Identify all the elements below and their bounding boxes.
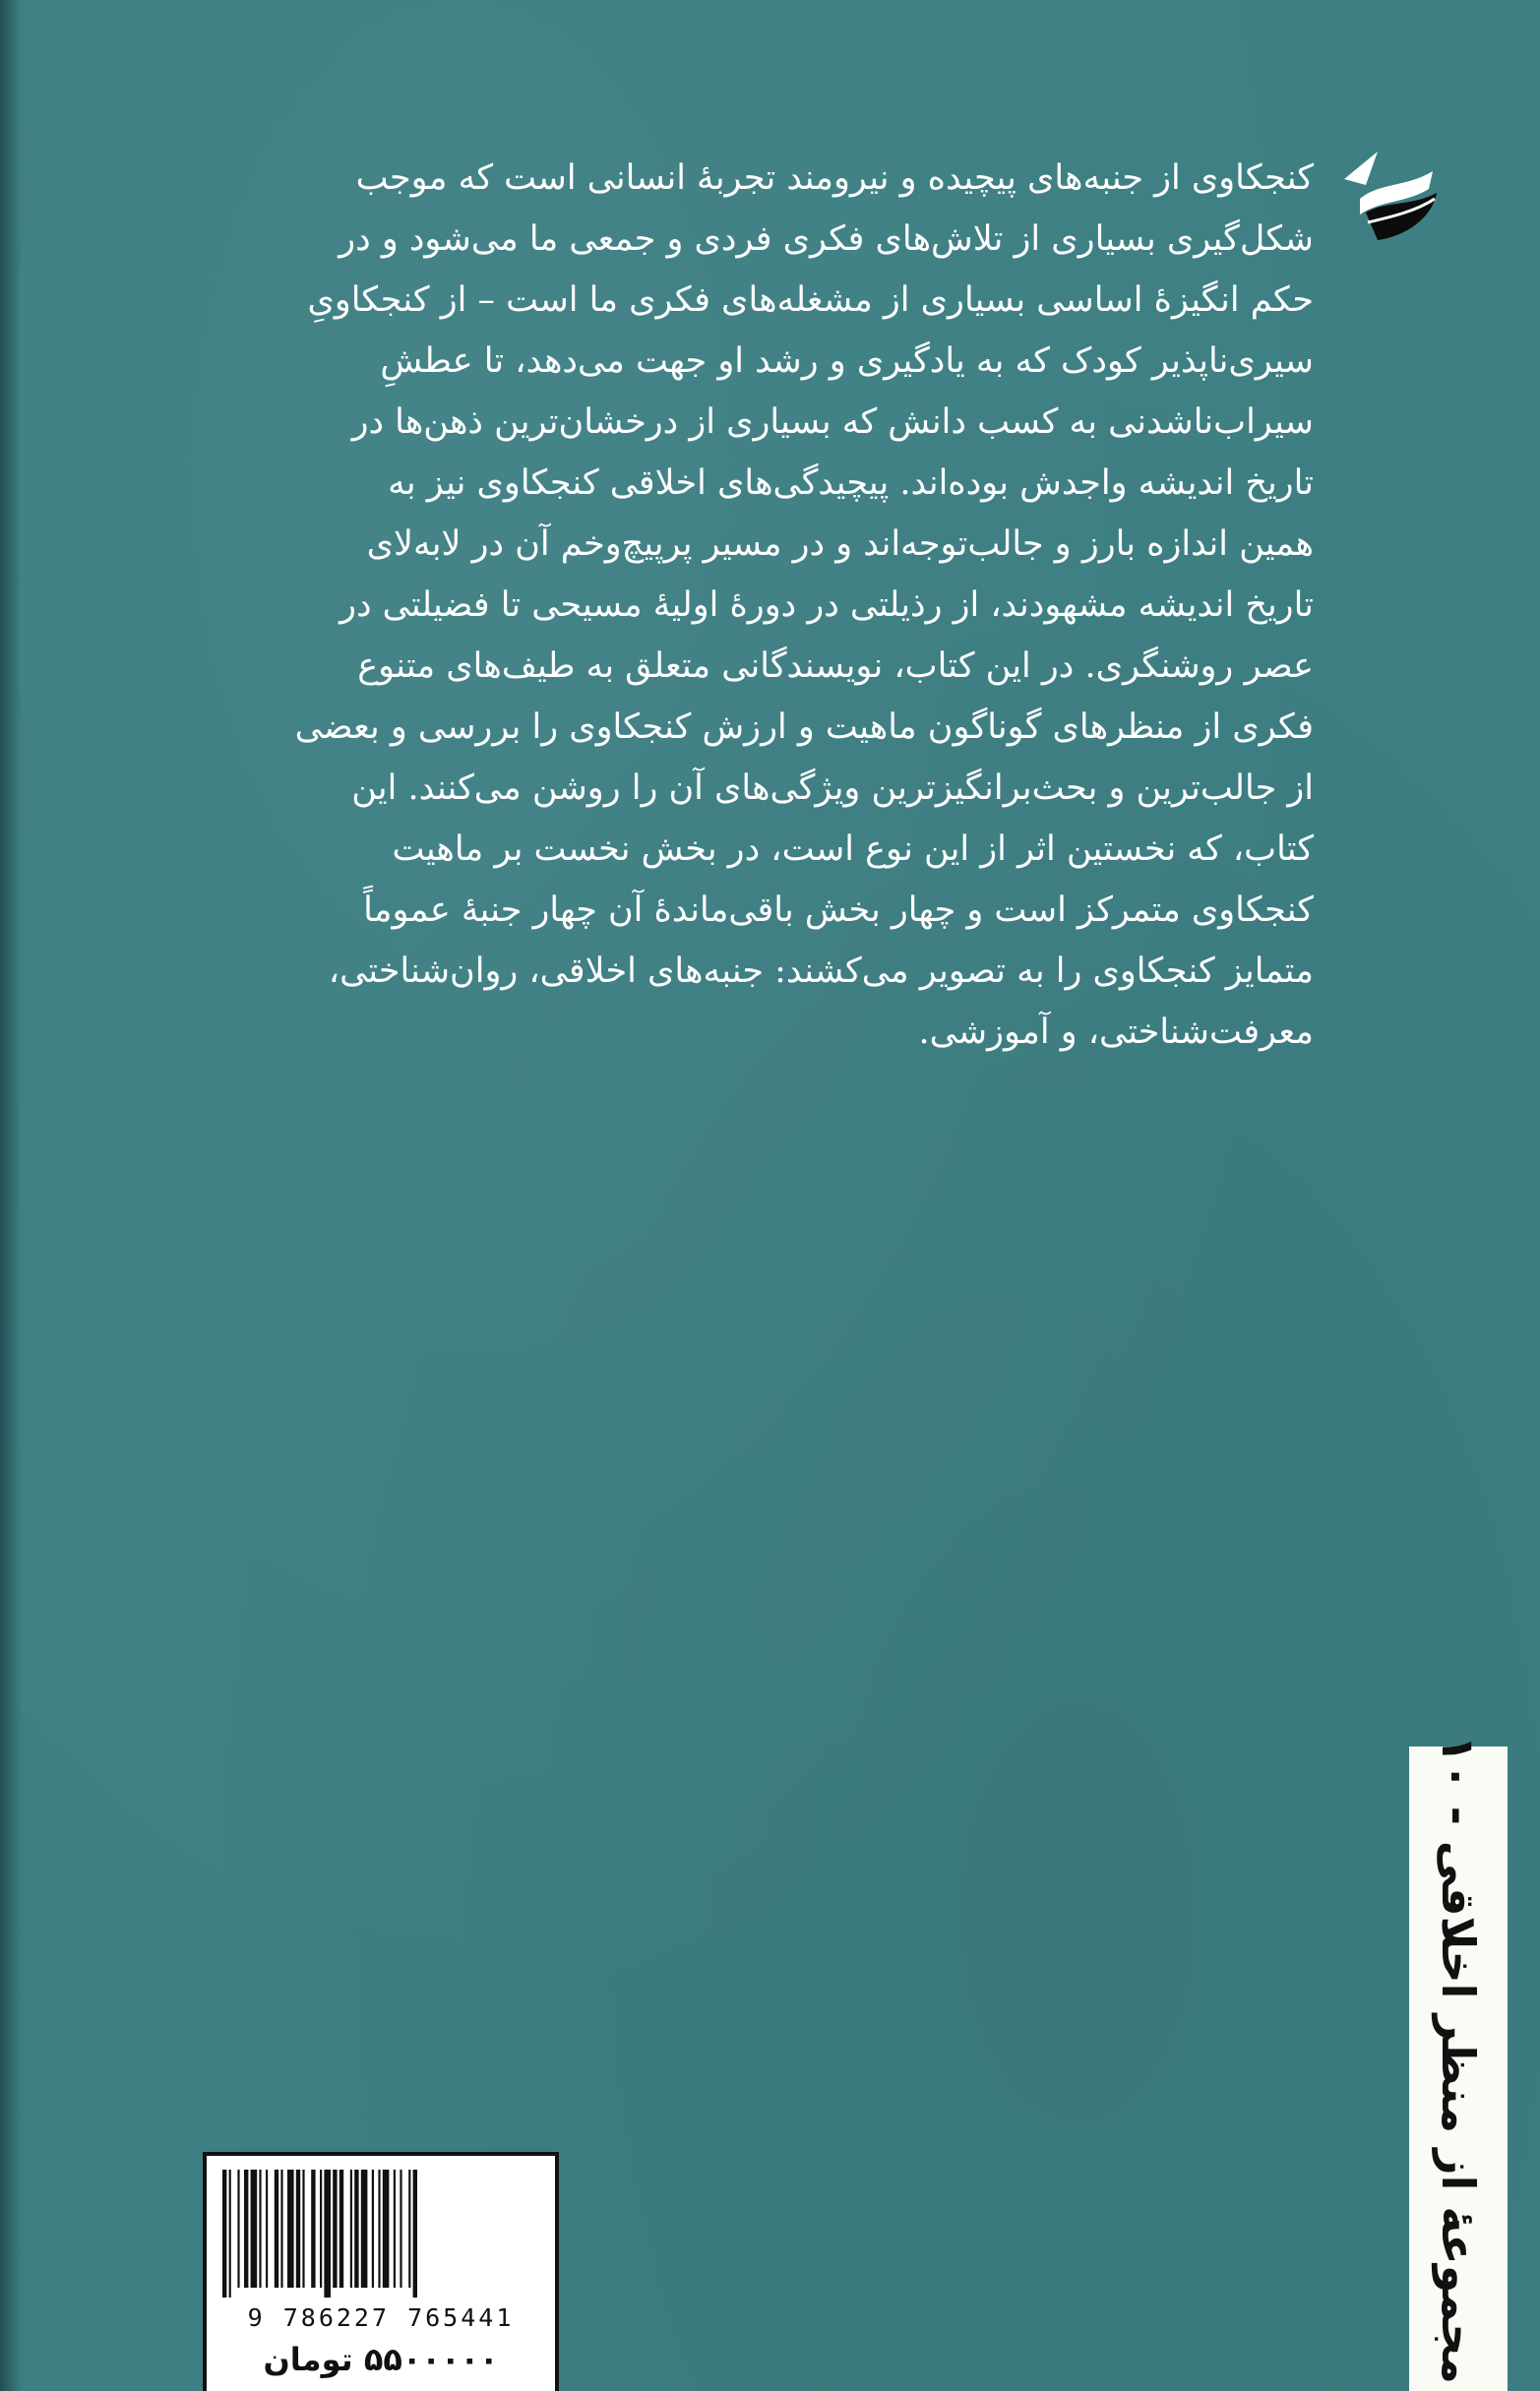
description-line: سیراب‌ناشدنی به کسب دانش که بسیاری از درخشان‌ترین ذهن‌ها در [351, 402, 1314, 442]
barcode-box [203, 2152, 559, 2391]
description-line: شکل‌گیری بسیاری از تلاش‌های فکری فردی و جمعی ما می‌شود و در [339, 219, 1314, 259]
description-line: کنجکاوی متمرکز است و چهار بخش باقی‌ماندهٔ آن چهار جنبهٔ عموماً [363, 890, 1314, 930]
price-label: ۵۵۰۰۰۰۰ تومان [263, 2341, 499, 2378]
isbn-number: 9 786227 765441 [247, 2303, 515, 2332]
description-line: تاریخ اندیشه مشهودند، از رذیلتی در دورهٔ اولیهٔ مسیحی تا فضیلتی در [339, 585, 1314, 625]
series-title: مجموعهٔ از منظر اخلاقی - ۱۰ [1432, 1735, 1485, 2384]
description-line: سیری‌ناپذیر کودک که به یادگیری و رشد او جهت می‌دهد، تا عطشِ [380, 341, 1314, 381]
barcode-icon [220, 2170, 545, 2298]
description-line: همین اندازه بارز و جالب‌توجه‌اند و در مسیر پرپیچ‌وخم آن در لابه‌لای [366, 524, 1314, 564]
description-line: متمایز کنجکاوی را به تصویر می‌کشند: جنبه‌های اخلاقی، روان‌شناختی، [328, 951, 1314, 991]
description-line: از جالب‌ترین و بحث‌برانگیزترین ویژگی‌های آن را روشن می‌کنند. این [351, 768, 1314, 808]
spine-shadow [0, 0, 22, 2391]
description-line: معرفت‌شناختی، و آموزشی. [918, 1012, 1314, 1052]
description-line: فکری از منظرهای گوناگون ماهیت و ارزش کنجکاوی را بررسی و بعضی [294, 707, 1314, 747]
description-line: تاریخ اندیشه واجدش بوده‌اند. پیچیدگی‌های اخلاقی کنجکاوی نیز به [388, 463, 1314, 503]
description-line: عصر روشنگری. در این کتاب، نویسندگانی متعلق به طیف‌های متنوع [357, 646, 1314, 686]
publisher-logo-icon [1338, 138, 1447, 246]
book-description [197, 148, 1314, 1063]
description-line: کتاب، که نخستین اثر از این نوع است، در بخش نخست بر ماهیت [392, 829, 1314, 869]
description-line: حکم انگیزهٔ اساسی بسیاری از مشغله‌های فکری ما است – از کنجکاویِ [307, 280, 1314, 320]
series-strip [1409, 1735, 1508, 2391]
description-line: کنجکاوی از جنبه‌های پیچیده و نیرومند تجربهٔ انسانی است که موجب [355, 158, 1314, 198]
